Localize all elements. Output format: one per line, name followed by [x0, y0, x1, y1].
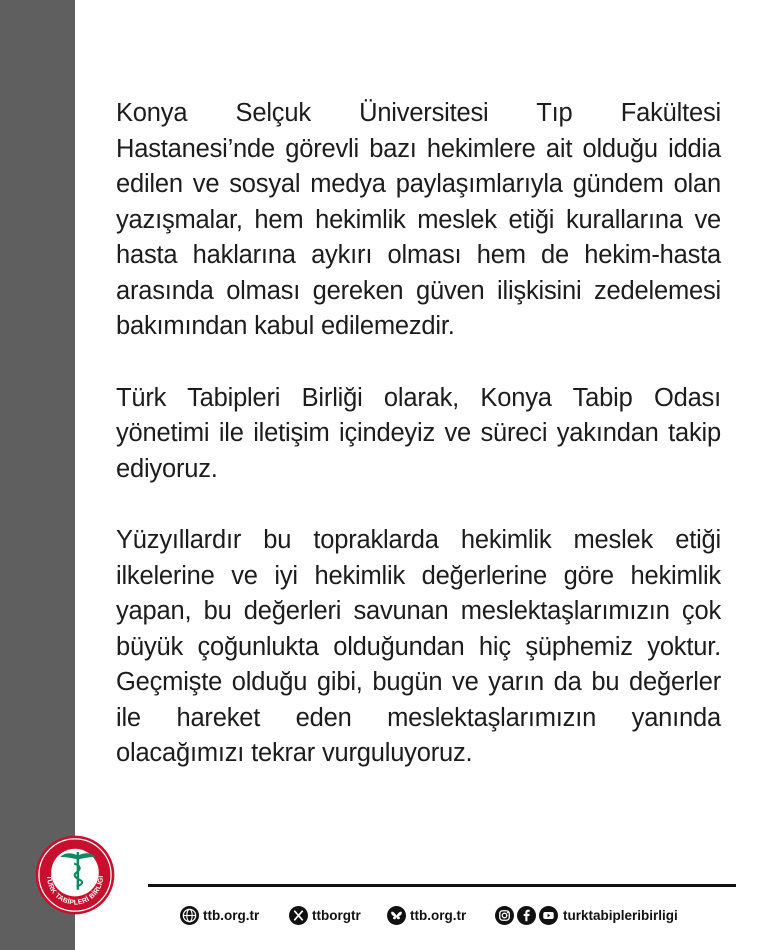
paragraph-3: Yüzyıllardır bu topraklarda hekimlik meslek etiği ilkelerine ve iyi hekimlik değerlerine göre hekimlik yapan, bu değerleri savunan meslektaşlarımızın çok büyük çoğunlukta olduğundan hiç şüphemiz yoktur. Geçmişte olduğu gibi, bugün ve yarın da bu değerler ile hareket eden meslektaşlarımızın yanında olacağımızı tekrar vurguluyoruz. — [116, 526, 721, 767]
footer-divider — [148, 884, 736, 887]
side-bar — [0, 0, 75, 950]
svg-text:TÜRK TABİPLERİ BİRLİĞİ: TÜRK TABİPLERİ BİRLİĞİ — [45, 875, 105, 907]
x-handle-text: ttborgtr — [312, 907, 361, 923]
footer-social[interactable] — [495, 903, 678, 927]
instagram-icon[interactable] — [495, 906, 514, 925]
footer-website[interactable] — [180, 903, 259, 927]
youtube-icon[interactable] — [539, 906, 558, 925]
facebook-icon[interactable] — [517, 906, 536, 925]
x-icon — [289, 906, 308, 925]
footer-bluesky[interactable] — [387, 903, 466, 927]
footer-x[interactable] — [289, 903, 361, 927]
globe-icon — [180, 906, 199, 925]
paragraph-2: Türk Tabipleri Birliği olarak, Konya Tabip Odası yönetimi ile iletişim içindeyiz ve süreci yakından takip ediyoruz. — [116, 383, 721, 483]
statement-body — [116, 96, 721, 772]
social-handle-text: turktabipleribirligi — [563, 907, 678, 923]
website-text: ttb.org.tr — [203, 907, 260, 923]
bluesky-icon — [387, 906, 406, 925]
paragraph-1: Konya Selçuk Üniversitesi Tıp Fakültesi Hastanesi’nde görevli bazı hekimlere ait olduğu iddia edilen ve sosyal medya paylaşımlarıyla gündem olan yazışmalar, hem hekimlik meslek etiği kurallarına ve hasta haklarına aykırı olması hem de hekim-hasta arasında olması gereken güven ilişkisini zedelemesi bakımından kabul edilemezdir. — [116, 99, 721, 340]
bluesky-text: ttb.org.tr — [410, 907, 467, 923]
ttb-logo — [34, 834, 116, 916]
